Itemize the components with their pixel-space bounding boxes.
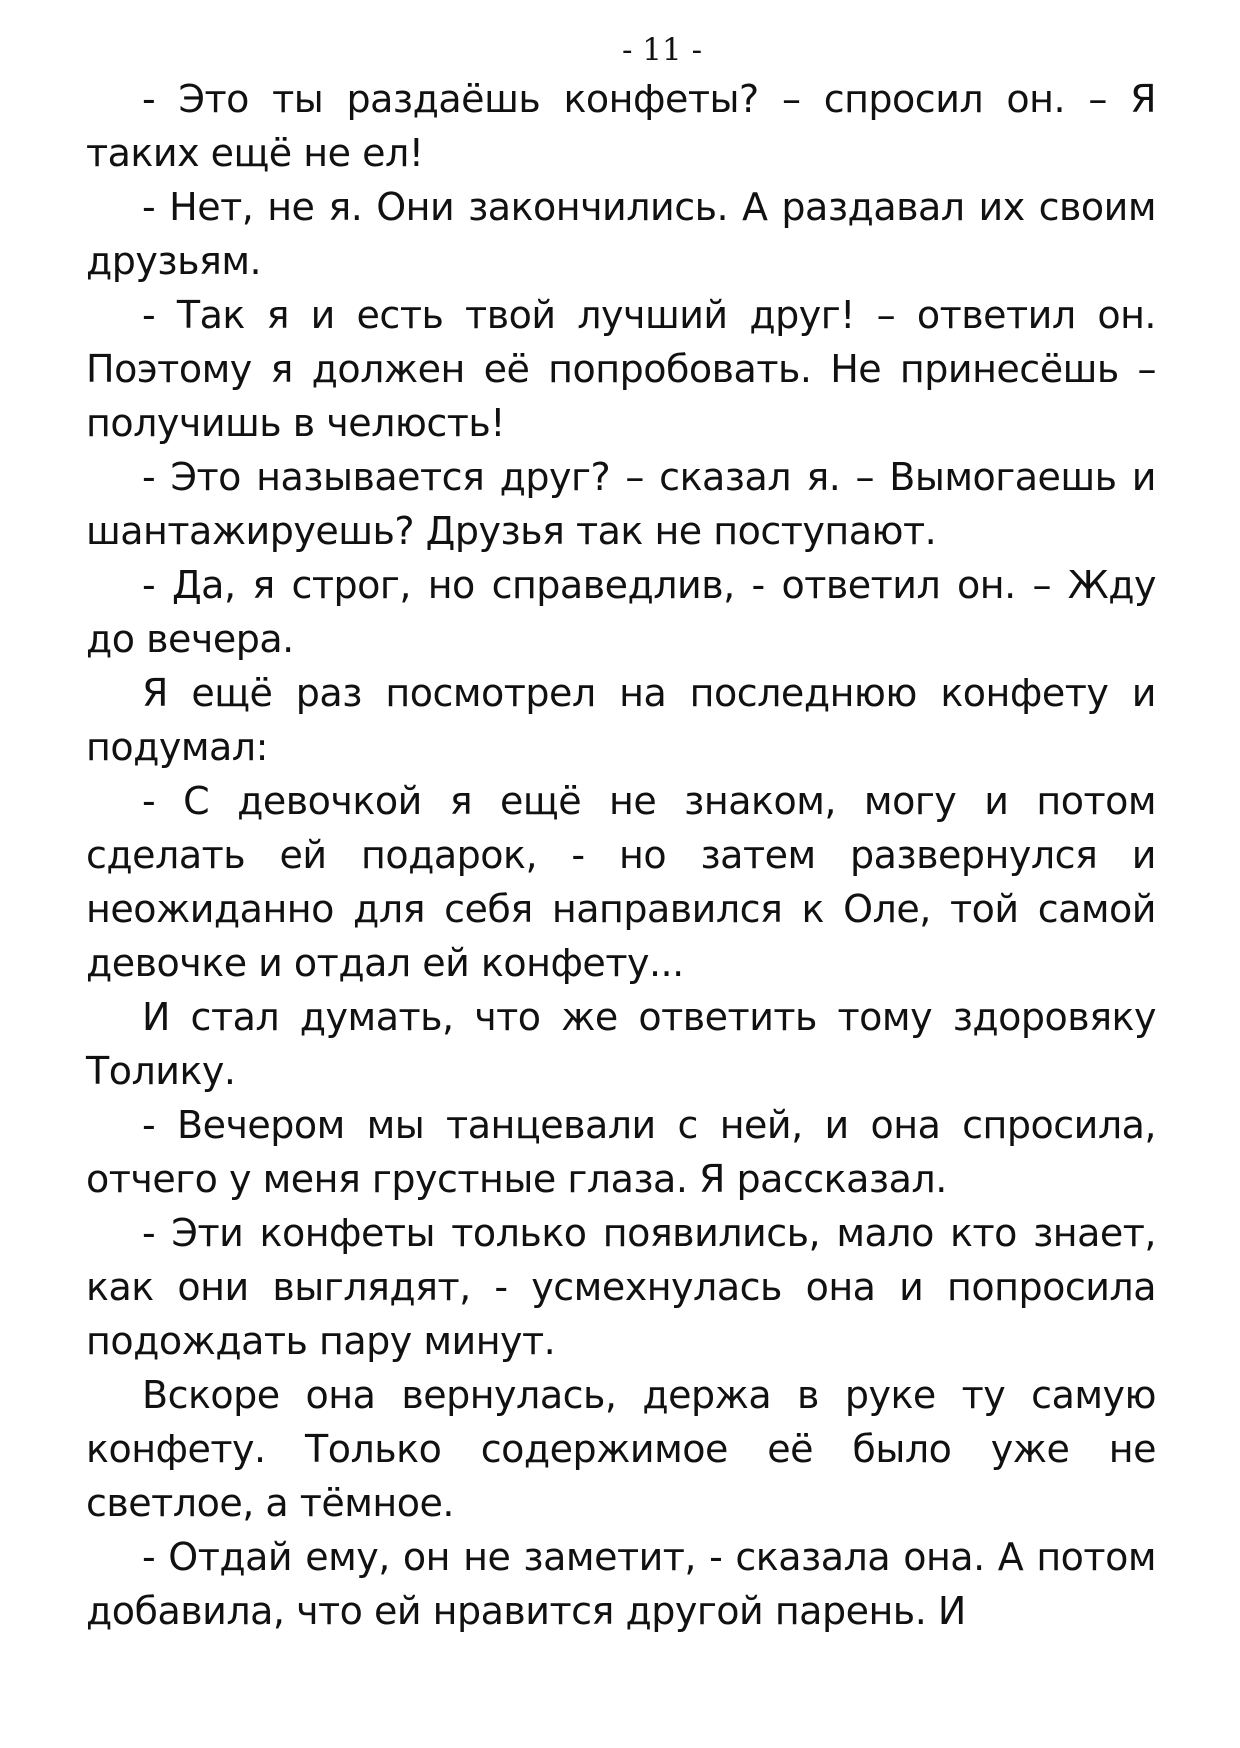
paragraph: - Эти конфеты только появились, мало кто знает, как они выглядят, - усмехнулась она и попросила подождать пару минут. [86,1211,1156,1363]
paragraph: - С девочкой я ещё не знаком, могу и потом сделать ей подарок, - но затем развернулся и неожиданно для себя направился к Оле, той самой девочке и отдал ей конфету... [86,779,1156,985]
page-number: - 11 - [621,32,703,68]
paragraph: - Отдай ему, он не заметит, - сказала она. А потом добавила, что ей нравится другой парень. И [86,1535,1156,1633]
paragraph: - Это называется друг? – сказал я. – Вымогаешь и шантажируешь? Друзья так не поступают. [86,455,1156,553]
paragraph: - Это ты раздаёшь конфеты? – спросил он. – Я таких ещё не ел! [86,77,1156,175]
paragraph: - Так я и есть твой лучший друг! – ответил он. Поэтому я должен её попробовать. Не принесёшь – получишь в челюсть! [86,293,1156,445]
paragraph: - Да, я строг, но справедлив, - ответил он. – Жду до вечера. [86,563,1156,661]
paragraph: - Вечером мы танцевали с ней, и она спросила, отчего у меня грустные глаза. Я рассказал. [86,1103,1156,1201]
book-page [86,28,1156,1638]
paragraph: И стал думать, что же ответить тому здоровяку Толику. [86,995,1156,1093]
body-text [86,72,1156,1638]
paragraph: Я ещё раз посмотрел на последнюю конфету и подумал: [86,671,1156,769]
paragraph: - Нет, не я. Они закончились. А раздавал их своим друзьям. [86,185,1156,283]
paragraph: Вскоре она вернулась, держа в руке ту самую конфету. Только содержимое её было уже не светлое, а тёмное. [86,1373,1156,1525]
